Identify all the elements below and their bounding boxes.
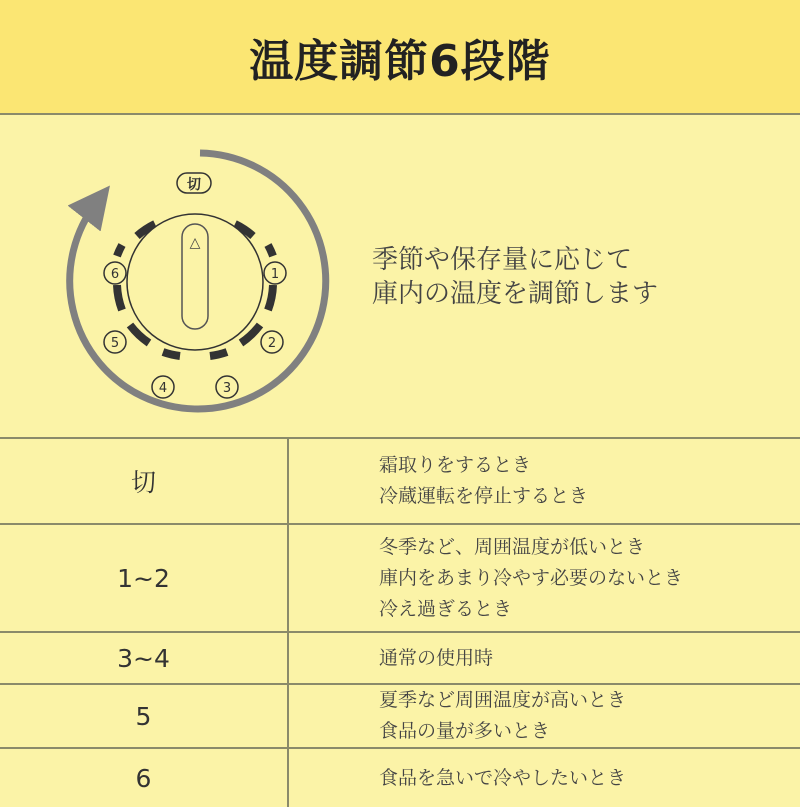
dial-position-3 <box>216 376 238 398</box>
setting-cell: 3~4 <box>0 632 288 684</box>
usage-cell <box>288 684 800 748</box>
usage-cell <box>288 632 800 684</box>
description-line: 庫内の温度を調節します <box>372 279 659 309</box>
svg-text:2: 2 <box>267 336 277 351</box>
dial-position-6 <box>104 262 126 284</box>
usage-line: 冬季など、周囲温度が低いとき <box>379 535 646 558</box>
table-row <box>0 438 800 524</box>
table-row <box>0 524 800 632</box>
dial-description <box>372 243 658 311</box>
svg-text:3: 3 <box>222 381 232 396</box>
usage-line: 冷え過ぎるとき <box>379 597 513 620</box>
usage-line: 夏季など周囲温度が高いとき <box>379 689 627 711</box>
knob-marker-icon: △ <box>189 235 201 251</box>
setting-cell: 切 <box>0 438 288 524</box>
table-row <box>0 748 800 807</box>
dial-position-4 <box>152 376 174 398</box>
svg-text:6: 6 <box>110 267 120 282</box>
usage-line: 庫内をあまり冷やす必要のないとき <box>379 566 684 589</box>
usage-line: 冷蔵運転を停止するとき <box>379 485 589 507</box>
table-row <box>0 632 800 684</box>
dial-position-2 <box>261 331 283 353</box>
setting-cell: 6 <box>0 748 288 807</box>
usage-line: 食品の量が多いとき <box>379 720 551 742</box>
usage-cell <box>288 524 800 632</box>
svg-text:1: 1 <box>270 267 280 282</box>
dial-position-1 <box>264 262 286 284</box>
usage-line: 霜取りをするとき <box>379 454 532 476</box>
setting-cell: 1~2 <box>0 524 288 632</box>
dial-section <box>0 115 800 437</box>
usage-cell <box>288 748 800 807</box>
setting-cell: 5 <box>0 684 288 748</box>
svg-text:5: 5 <box>110 336 120 351</box>
usage-line: 通常の使用時 <box>379 646 494 669</box>
dial-position-5 <box>104 331 126 353</box>
usage-cell <box>288 438 800 524</box>
svg-text:4: 4 <box>158 381 168 396</box>
page-title: 温度調節6段階 <box>249 35 551 87</box>
usage-line: 食品を急いで冷やしたいとき <box>379 766 627 789</box>
dial-off-label: 切 <box>187 177 201 193</box>
settings-table <box>0 437 800 807</box>
table-row <box>0 684 800 748</box>
description-line: 季節や保存量に応じて <box>372 245 633 275</box>
temperature-dial <box>55 145 335 425</box>
title-banner <box>0 0 800 115</box>
